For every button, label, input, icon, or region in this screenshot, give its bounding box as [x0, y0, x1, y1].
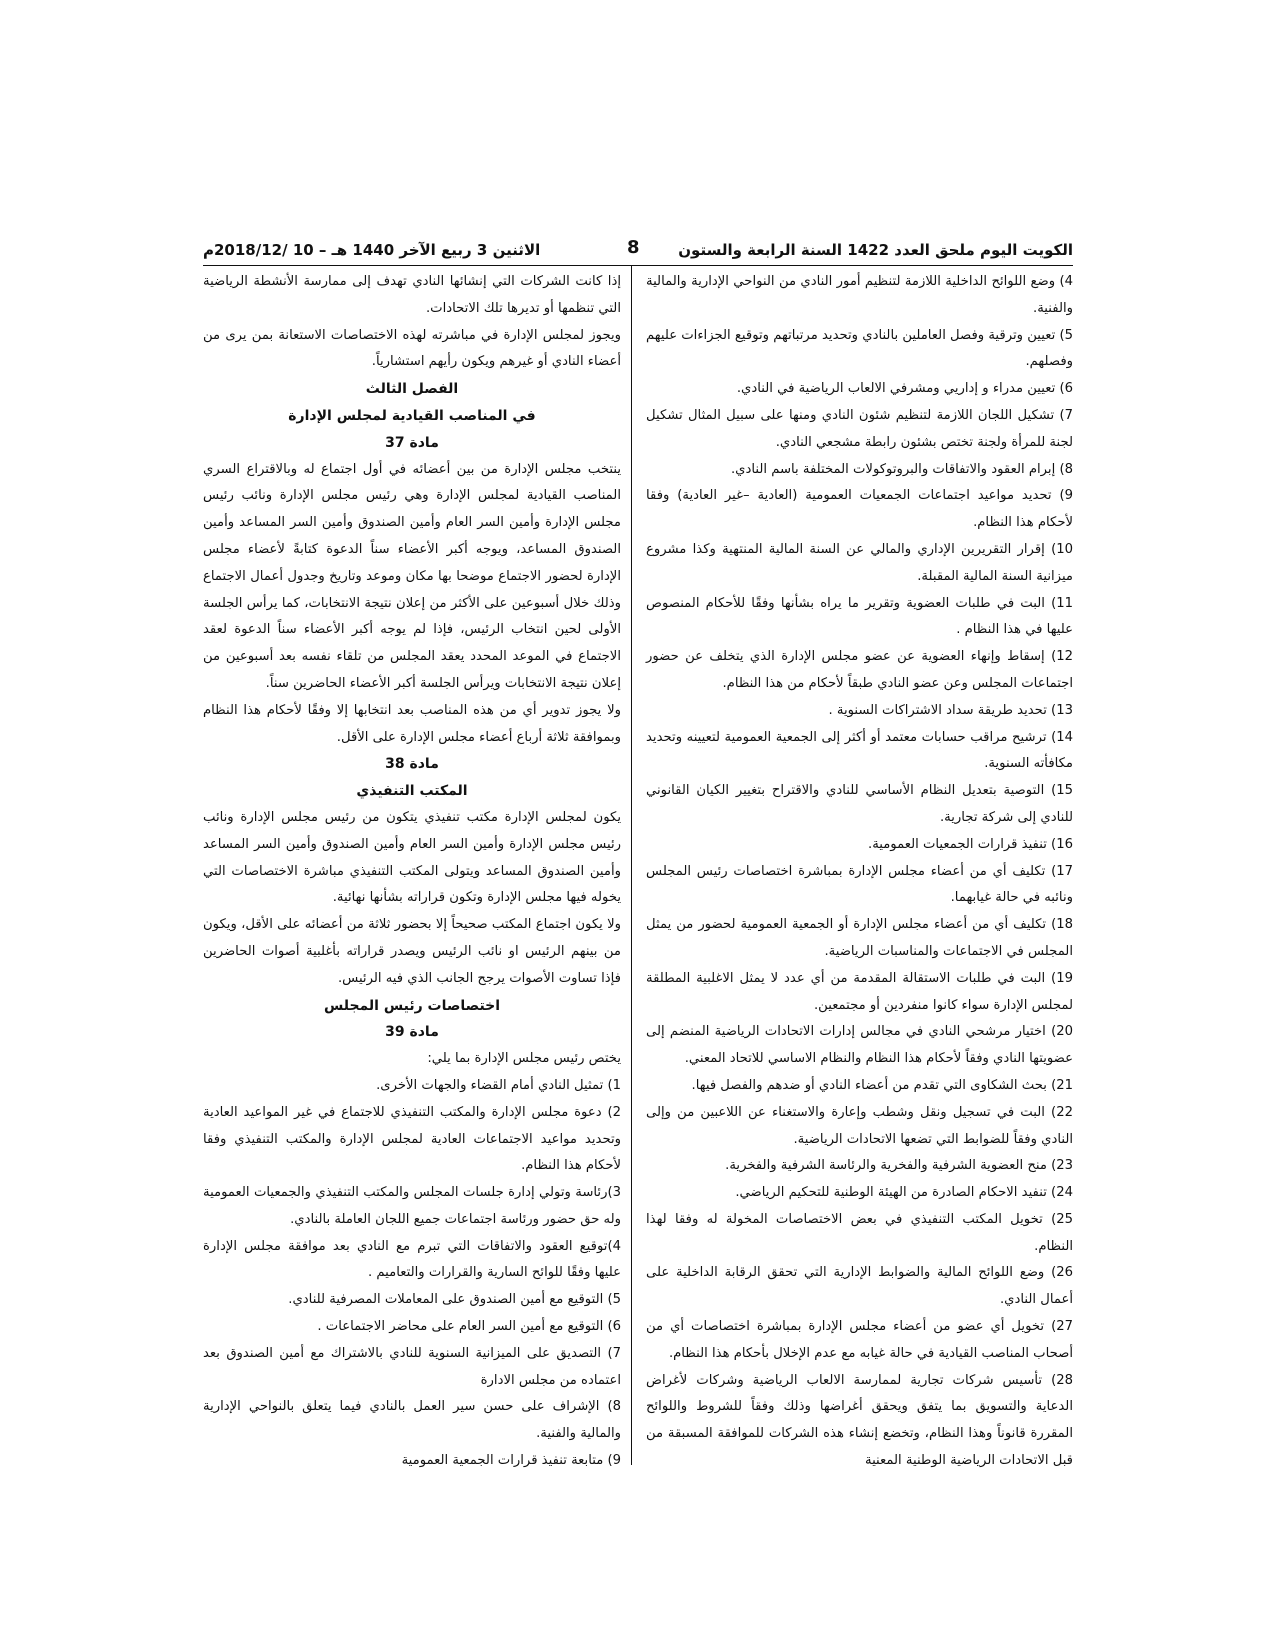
list-item: 21) بحث الشكاوى التي تقدم من أعضاء النادي أو ضدهم والفصل فيها. [691, 1077, 1073, 1093]
page-header [203, 237, 1073, 267]
list-item: 14) ترشيح مراقب حسابات معتمد أو أكثر إلى الجمعية العمومية لتعيينه وتحديد مكافأته السنوية. [646, 729, 1073, 772]
chapter-subtitle: في المناصب القيادية لمجلس الإدارة [288, 407, 536, 424]
page-number: 8 [627, 237, 640, 258]
list-item: 17) تكليف أي من أعضاء مجلس الإدارة بمباشرة اختصاصات رئيس المجلس ونائبه في حالة غيابهما. [646, 863, 1073, 906]
column-divider [631, 265, 632, 1465]
list-item: 5) تعيين وترقية وفصل العاملين بالنادي وتحديد مرتباتهم وتوقيع الجزاءات عليهم وفصلهم. [646, 327, 1073, 370]
list-item: 25) تخويل المكتب التنفيذي في بعض الاختصاصات المخولة له وفقا لهذا النظام. [646, 1211, 1073, 1254]
gazette-title: الكويت اليوم ملحق العدد 1422 السنة الرابعة والستون [678, 241, 1073, 259]
list-item: 7) التصديق على الميزانية السنوية للنادي بالاشتراك مع أمين الصندوق بعد اعتماده من مجلس الادارة [203, 1345, 621, 1388]
list-item: 12) إسقاط وإنهاء العضوية عن عضو مجلس الإدارة الذي يتخلف عن حضور اجتماعات المجلس وعن عضو النادي طبقاً لأحكام من هذا النظام. [646, 649, 1073, 691]
header-rule [203, 265, 1073, 266]
list-item: 23) منح العضوية الشرفية والفخرية والرئاسة الشرفية والفخرية. [725, 1158, 1073, 1174]
article-38-subtitle: المكتب التنفيذي [356, 783, 468, 800]
list-item: 26) وضع اللوائح المالية والضوابط الإدارية التي تحقق الرقابة الداخلية على أعمال النادي. [646, 1265, 1073, 1308]
left-column [203, 269, 621, 1475]
list-item: 13) تحديد طريقة سداد الاشتراكات السنوية . [828, 702, 1073, 718]
list-item: 20) اختيار مرشحي النادي في مجالس إدارات الاتحادات الرياضية المنضم إلى عضويتها النادي وفقاً لأحكام هذا النظام والنظام الاساسي للاتحاد المعني. [646, 1024, 1073, 1067]
paragraph: ينتخب مجلس الإدارة من بين أعضائه في أول اجتماع له وبالاقتراع السري المناصب القيادية لمجلس الإدارة وهي رئيس مجلس الإدارة ونائب رئيس مجلس الإدارة وأمين السر العام وأمين الصندوق وأمين السر المساعد وأمين الصندوق المساعد، ويوجه أكبر الأعضاء سناً الدعوة كتابةً لأعضاء مجلس الإدارة لحضور الاجتماع موضحا بها مكان وموعد وتاريخ وجدول أعمال الاجتماع وذلك خلال أسبوعين على الأكثر من إعلان نتيجة الانتخابات، كما يرأس الجلسة الأولى لحين انتخاب الرئيس، فإذا لم يوجه أكبر الأعضاء سناً الدعوة لعقد الاجتماع في الموعد المحدد يعقد المجلس من تلقاء نفسه بعد أسبوعين من إعلان نتيجة الانتخابات ويرأس الجلسة أكبر الأعضاء الحاضرين سناً. [203, 461, 621, 691]
paragraph: يختص رئيس مجلس الإدارة بما يلي: [427, 1051, 621, 1067]
article-39-title: مادة 39 [385, 1024, 439, 1041]
right-column [646, 269, 1073, 1475]
list-item: 3)رئاسة وتولي إدارة جلسات المجلس والمكتب التنفيذي والجمعيات العمومية وله حق حضور ورئاسة اجتماعات جميع اللجان العاملة بالنادي. [203, 1185, 621, 1227]
issue-date: الاثنين 3 ربيع الآخر 1440 هـ – 10 /2018/12م [203, 241, 541, 259]
list-item: 8) الإشراف على حسن سير العمل بالنادي فيما يتعلق بالنواحي الإدارية والمالية والفنية. [203, 1399, 621, 1442]
list-item: 6) التوقيع مع أمين السر العام على محاضر الاجتماعات . [317, 1319, 621, 1335]
list-item: 11) البت في طلبات العضوية وتقرير ما يراه بشأنها وفقًا للأحكام المنصوص عليها في هذا النظام . [646, 595, 1073, 638]
paragraph: يكون لمجلس الإدارة مكتب تنفيذي يتكون من رئيس مجلس الإدارة ونائب رئيس مجلس الإدارة وأمين السر العام وأمين الصندوق وأمين السر المساعد وأمين الصندوق المساعد ويتولى المكتب التنفيذي مباشرة الاختصاصات التي يخوله فيها مجلس الإدارة وتكون قراراته بشأنها نهائية. [203, 809, 621, 906]
list-item: 18) تكليف أي من أعضاء مجلس الإدارة أو الجمعية العمومية لحضور من يمثل المجلس في الاجتماعات والمناسبات الرياضية. [646, 917, 1073, 959]
article-37-title: مادة 37 [385, 434, 439, 451]
list-item: 7) تشكيل اللجان اللازمة لتنظيم شئون النادي ومنها على سبيل المثال تشكيل لجنة للمرأة ولجنة تختص بشئون رابطة مشجعي النادي. [646, 407, 1073, 450]
list-item: 24) تنفيد الاحكام الصادرة من الهيئة الوطنية للتحكيم الرياضي. [735, 1185, 1073, 1201]
article-39-subtitle: اختصاصات رئيس المجلس [323, 997, 501, 1014]
paragraph: ويجوز لمجلس الإدارة في مباشرته لهذه الاختصاصات الاستعانة بمن يرى من أعضاء النادي أو غيرهم ويكون رأيهم استشارياً. [203, 327, 621, 370]
list-item: 9) متابعة تنفيذ قرارات الجمعية العمومية [401, 1453, 621, 1469]
list-item: 8) إبرام العقود والاتفاقات والبروتوكولات المختلفة باسم النادي. [730, 461, 1073, 477]
paragraph: ولا يجوز تدوير أي من هذه المناصب بعد انتخابها إلا وفقًا لأحكام هذا النظام وبموافقة ثلاثة أرباع أعضاء مجلس الإدارة على الأقل. [203, 702, 621, 745]
list-item: 6) تعيين مدراء و إداريي ومشرفي الالعاب الرياضية في النادي. [736, 381, 1073, 397]
list-item: 1) تمثيل النادي أمام القضاء والجهات الأخرى. [376, 1077, 621, 1093]
list-item: 15) التوصية بتعديل النظام الأساسي للنادي والاقتراح بتغيير الكيان القانوني للنادي إلى شركة تجارية. [646, 783, 1073, 825]
list-item: 16) تنفيذ قرارات الجمعيات العمومية. [868, 836, 1073, 852]
list-item: 22) البت في تسجيل ونقل وشطب وإعارة والاستغناء عن اللاعبين من وإلى النادي وفقاً للضوابط التي تضعها الاتحادات الرياضية. [646, 1104, 1073, 1147]
paragraph: إذا كانت الشركات التي إنشائها النادي تهدف إلى ممارسة الأنشطة الرياضية التي تنظمها أو تديرها تلك الاتحادات. [203, 274, 621, 316]
list-item: 2) دعوة مجلس الإدارة والمكتب التنفيذي للاجتماع في غير المواعيد العادية وتحديد مواعيد الاجتماعات العادية لمجلس الإدارة والمكتب التنفيذي وفقا لأحكام هذا النظام. [203, 1104, 621, 1174]
list-item: 28) تأسيس شركات تجارية لممارسة الالعاب الرياضية وشركات لأغراض الدعاية والتسويق بما يتفق ويحقق أغراضها وذلك وفقاً للشروط واللوائح المقررة قانوناً وهذا النظام، وتخضع إنشاء هذه الشركات للموافقة المسبقة من قبل الاتحادات الرياضية الوطنية المعنية [646, 1372, 1073, 1469]
article-38-title: مادة 38 [385, 756, 439, 773]
list-item: 4) وضع اللوائح الداخلية اللازمة لتنظيم أمور النادي من النواحي الإدارية والمالية والفنية. [646, 274, 1073, 316]
paragraph: ولا يكون اجتماع المكتب صحيحاً إلا بحضور ثلاثة من أعضائه على الأقل، ويكون من بينهم الرئيس او نائب الرئيس ويصدر قراراته بأغلبية أصوات الحاضرين فإذا تساوت الأصوات يرجح الجانب الذي فيه الرئيس. [203, 917, 621, 986]
list-item: 4)توقيع العقود والاتفاقات التي تبرم مع النادي بعد موافقة مجلس الإدارة عليها وفقًا للوائح السارية والقرارات والتعاميم . [203, 1238, 621, 1281]
list-item: 27) تخويل أي عضو من أعضاء مجلس الإدارة بمباشرة اختصاصات أي من أصحاب المناصب القيادية في حالة غيابه مع عدم الإخلال بأحكام هذا النظام. [646, 1319, 1073, 1361]
list-item: 5) التوقيع مع أمين الصندوق على المعاملات المصرفية للنادي. [288, 1292, 621, 1308]
list-item: 19) البت في طلبات الاستقالة المقدمة من أي عدد لا يمثل الاغلبية المطلقة لمجلس الإدارة سواء كانوا منفردين أو مجتمعين. [646, 970, 1073, 1013]
list-item: 10) إقرار التقريرين الإداري والمالي عن السنة المالية المنتهية وكذا مشروع ميزانية السنة المالية المقبلة. [646, 541, 1073, 584]
chapter-title: الفصل الثالث [365, 381, 459, 398]
list-item: 9) تحديد مواعيد اجتماعات الجمعيات العمومية (العادية –غير العادية) وفقا لأحكام هذا النظام. [646, 488, 1073, 531]
